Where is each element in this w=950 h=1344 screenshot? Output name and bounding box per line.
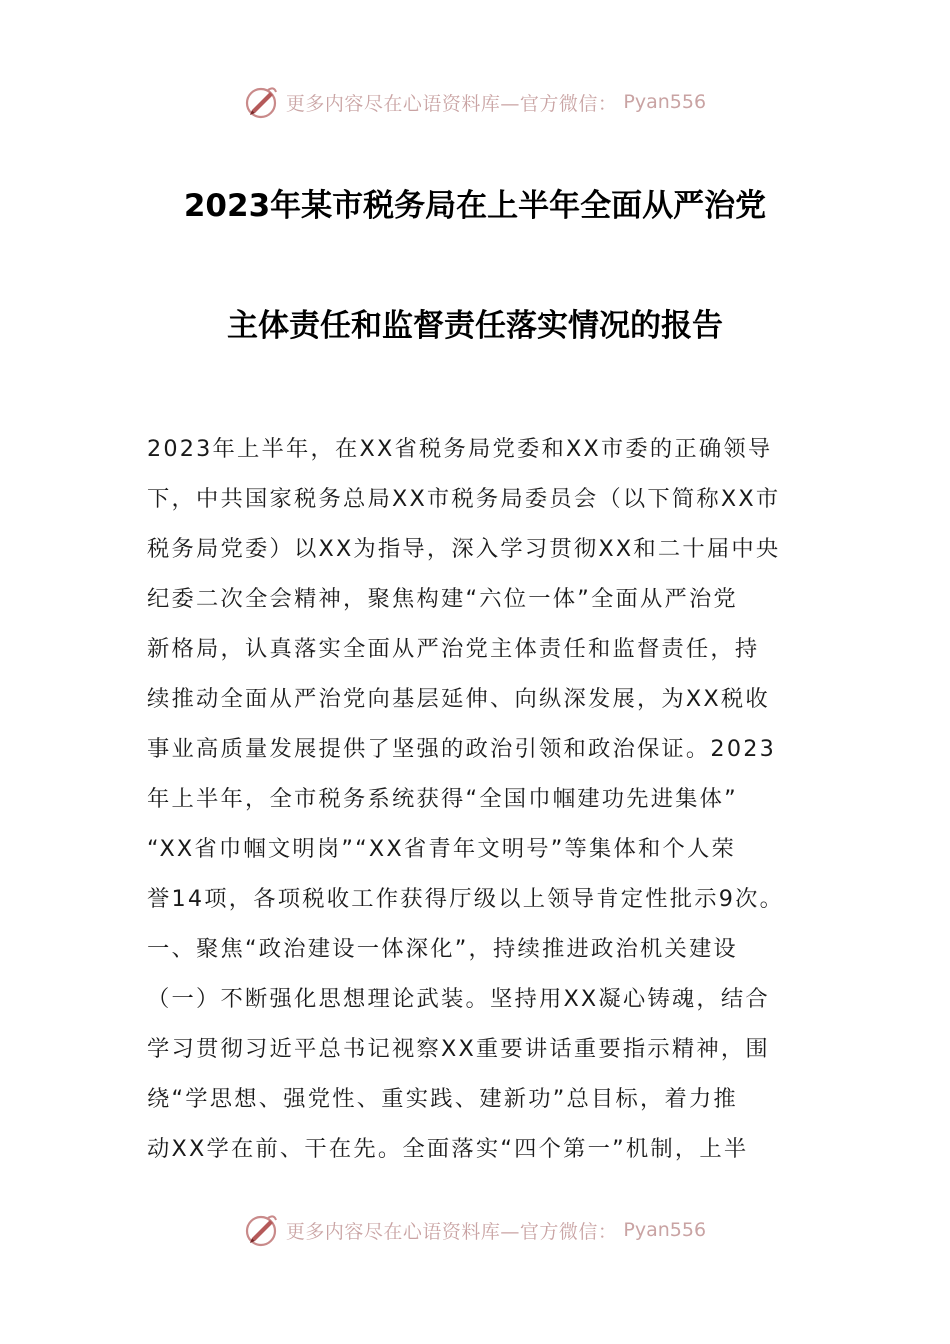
document-title-line-2: 主体责任和监督责任落实情况的报告 — [227, 308, 723, 344]
body-line: 年上半年，全市税务系统获得“全国巾帼建功先进集体” — [147, 786, 738, 812]
section-heading: 一、聚焦“政治建设一体深化”，持续推进政治机关建设 — [147, 936, 738, 962]
body-line: 税务局党委）以XX为指导，深入学习贯彻XX和二十届中央 — [147, 536, 781, 562]
document-body — [147, 424, 807, 1174]
body-line: 新格局，认真落实全面从严治党主体责任和监督责任，持 — [147, 636, 760, 662]
watermark-text: 更多内容尽在心语资料库—官方微信： — [285, 1220, 618, 1243]
body-line: 续推动全面从严治党向基层延伸、向纵深发展，为XX税收 — [147, 686, 770, 712]
body-line: 动XX学在前、干在先。全面落实“四个第一”机制，上半 — [147, 1136, 749, 1162]
watermark-text: 更多内容尽在心语资料库—官方微信： — [285, 92, 618, 115]
body-line: 纪委二次全会精神，聚焦构建“六位一体”全面从严治党 — [147, 586, 738, 612]
body-line: 事业高质量发展提供了坚强的政治引领和政治保证。2023 — [147, 736, 776, 762]
body-line: 下，中共国家税务总局XX市税务局委员会（以下简称XX市 — [147, 486, 781, 512]
watermark-wechat-id: Pyan556 — [623, 91, 707, 113]
body-line: （一）不断强化思想理论武装。坚持用XX凝心铸魂，结合 — [147, 986, 770, 1012]
body-line: 誉14项，各项税收工作获得厅级以上领导肯定性批示9次。 — [147, 886, 785, 912]
pen-logo-icon — [244, 84, 280, 120]
body-line: 绕“学思想、强党性、重实践、建新功”总目标，着力推 — [147, 1086, 738, 1112]
watermark-wechat-id: Pyan556 — [623, 1219, 707, 1241]
pen-logo-icon — [244, 1212, 280, 1248]
body-line: 学习贯彻习近平总书记视察XX重要讲话重要指示精神，围 — [147, 1036, 770, 1062]
document-title-line-1: 2023年某市税务局在上半年全面从严治党 — [183, 188, 767, 224]
footer-watermark — [0, 1210, 950, 1250]
header-watermark — [0, 82, 950, 122]
body-line: 2023年上半年，在XX省税务局党委和XX市委的正确领导 — [147, 436, 773, 462]
body-line: “XX省巾帼文明岗”“XX省青年文明号”等集体和个人荣 — [147, 836, 737, 862]
